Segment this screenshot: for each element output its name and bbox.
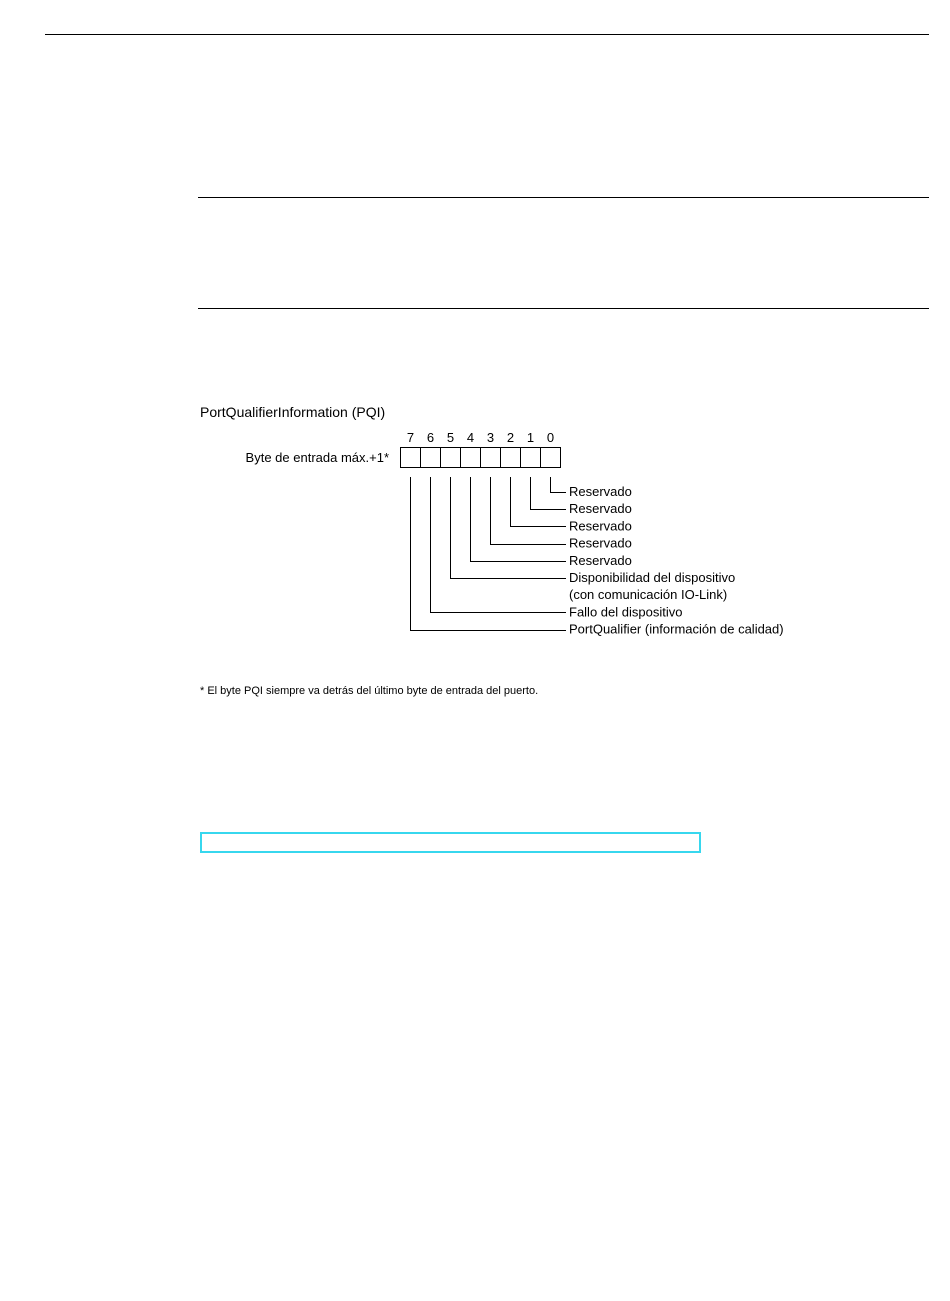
bit-4-description: Reservado	[569, 552, 632, 568]
bit-number-5: 5	[446, 430, 455, 445]
footnote: * El byte PQI siempre va detrás del último byte de entrada del puerto.	[200, 685, 539, 697]
bit-0-description: Reservado	[569, 484, 632, 499]
bit-cell-6	[421, 448, 441, 468]
diagram-title: PortQualifierInformation (PQI)	[200, 404, 386, 420]
bit-cell-2	[501, 448, 521, 468]
bit-cell-4	[461, 448, 481, 468]
bit-7-description: PortQualifier (información de calidad)	[569, 621, 784, 637]
bit-cell-3	[481, 448, 501, 468]
leader-line-bit-5	[451, 477, 567, 579]
bit-number-1: 1	[526, 430, 535, 445]
bit-cells	[401, 448, 561, 468]
bit-cell-5	[441, 448, 461, 468]
bit-number-7: 7	[406, 430, 415, 445]
bit-cell-0	[541, 448, 561, 468]
leader-line-bit-4	[471, 477, 567, 562]
bit-1-description: Reservado	[569, 501, 632, 517]
bit-number-3: 3	[486, 430, 495, 445]
leader-line-bit-2	[511, 477, 567, 527]
leader-line-bit-0	[551, 477, 567, 493]
highlight-frame	[200, 832, 701, 853]
bit-leader-lines	[411, 477, 567, 631]
bit-description-labels	[569, 484, 784, 637]
byte-row-label: Byte de entrada máx.+1*	[245, 450, 389, 465]
bit-5-description: Disponibilidad del dispositivo	[569, 570, 736, 585]
bit-number-6: 6	[426, 430, 435, 445]
leader-line-bit-3	[491, 477, 567, 545]
leader-line-bit-1	[531, 477, 567, 510]
bit-cell-7	[401, 448, 421, 468]
bit-number-2: 2	[506, 430, 515, 445]
bit-cell-1	[521, 448, 541, 468]
bit-6-description: Fallo del dispositivo	[569, 604, 683, 620]
bit-3-description: Reservado	[569, 535, 632, 551]
bit-number-4: 4	[466, 430, 475, 445]
leader-line-bit-7	[411, 477, 567, 631]
bit-number-labels	[407, 430, 554, 445]
bit-5-description-line-2: (con comunicación IO-Link)	[569, 587, 728, 603]
bit-number-0: 0	[546, 430, 555, 445]
bit-2-description: Reservado	[569, 518, 632, 534]
